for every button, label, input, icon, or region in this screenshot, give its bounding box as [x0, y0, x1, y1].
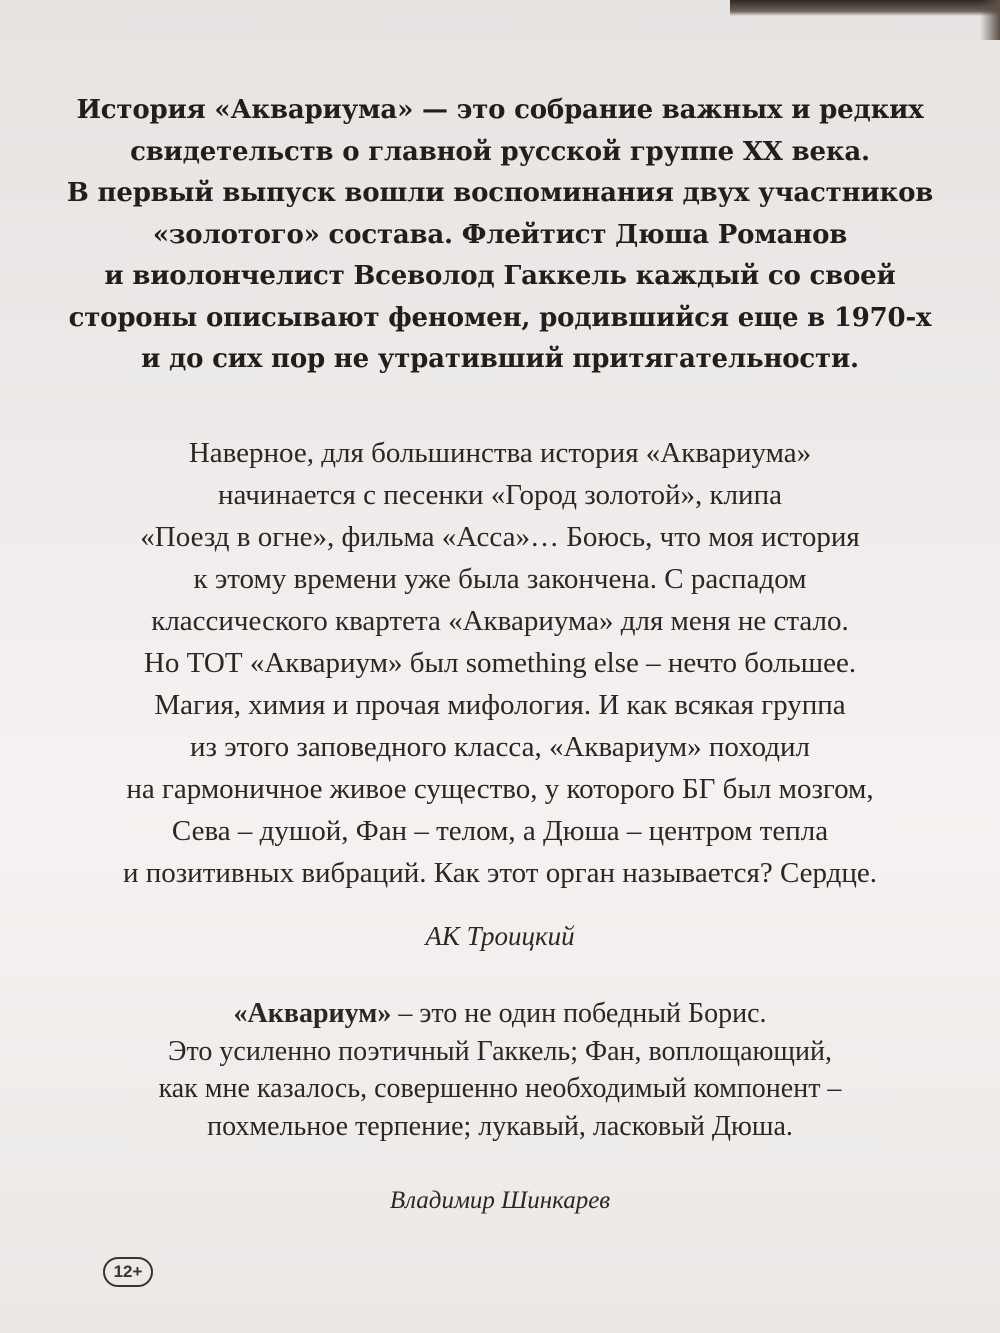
quote-line: из этого заповедного класса, «Аквариум» походил [189, 731, 811, 763]
blurb-line: В первый выпуск вошли воспоминания двух участников [66, 178, 934, 208]
quote-line: «Поезд в огне», фильма «Асса»… Боюсь, что моя история [140, 521, 860, 553]
quote-line: классического квартета «Аквариума» для меня не стало. [151, 605, 849, 637]
quote-lead: «Аквариум» [233, 998, 392, 1029]
page-edge-shadow-right [980, 0, 1000, 40]
quote-line: на гармоничное живое существо, у которого БГ был мозгом, [126, 773, 874, 805]
quote-line: Это усиленно поэтичный Гаккель; Фан, воплощающий, [168, 1035, 832, 1067]
age-rating-badge: 12+ [103, 1257, 153, 1287]
quote-first-line-rest: – это не один победный Борис. [391, 998, 767, 1029]
blurb-line: История «Аквариума» — это собрание важных и редких [76, 95, 924, 125]
shinkarev-quote [40, 995, 960, 1145]
quote-line: Магия, химия и прочая мифология. И как всякая группа [154, 689, 846, 721]
page-edge-shadow [730, 0, 1000, 16]
blurb-line: свидетельств о главной русской группе XX века. [130, 136, 870, 167]
quote-line: Но ТОТ «Аквариум» был something else – нечто большее. [143, 647, 857, 679]
blurb-line: стороны описывают феномен, родившийся еще в 1970-х [68, 302, 932, 333]
quote-line: и позитивных вибраций. Как этот орган называется? Сердце. [122, 857, 878, 889]
troitsky-attribution: АК Троицкий [425, 921, 575, 951]
blurb-line: и виолончелист Всеволод Гаккель каждый со своей [104, 261, 896, 291]
quote-line: Наверное, для большинства история «Аквариума» [188, 437, 812, 469]
blurb-line: и до сих пор не утративший притягательности. [141, 344, 859, 374]
quote-line: к этому времени уже была закончена. С распадом [193, 563, 807, 595]
quote-line: как мне казалось, совершенно необходимый компонент – [158, 1073, 842, 1104]
quote-line [40, 995, 960, 1033]
blurb-line: «золотого» состава. Флейтист Дюша Романов [152, 219, 848, 250]
troitsky-quote [40, 432, 960, 894]
quote-line: Сева – душой, Фан – телом, а Дюша – центром тепла [171, 815, 829, 847]
shinkarev-attribution: Владимир Шинкарев [389, 1187, 611, 1214]
quote-line: похмельное терпение; лукавый, ласковый Дюша. [207, 1110, 793, 1142]
book-blurb [40, 90, 960, 381]
quote-line: начинается с песенки «Город золотой», клипа [218, 479, 782, 511]
